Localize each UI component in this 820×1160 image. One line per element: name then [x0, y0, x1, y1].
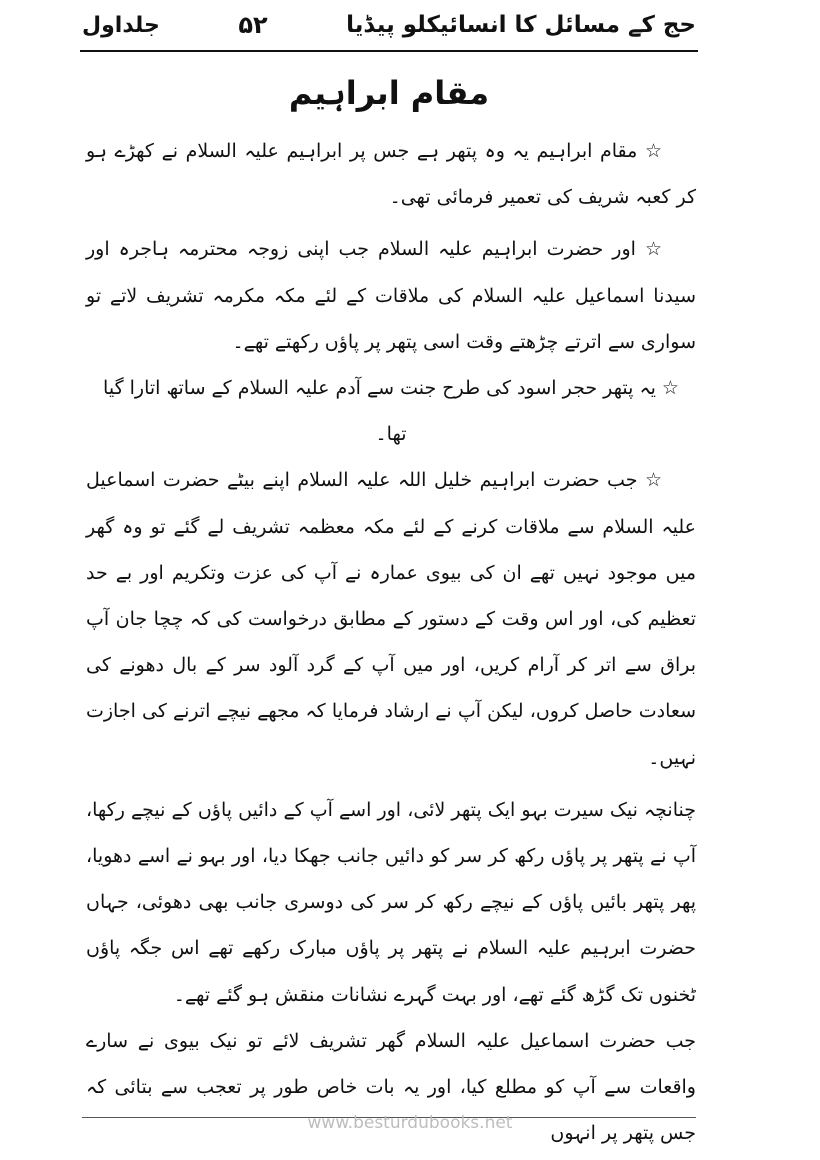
- paragraph: ☆ مقام ابراہیم یہ وہ پتھر ہے جس پر ابراہیم علیہ السلام نے کھڑے ہو کر کعبہ شریف کی تعمیر فرمائی تھی۔: [86, 140, 696, 209]
- page-number: ۵۲: [238, 11, 268, 39]
- header-divider: [80, 50, 698, 52]
- paragraph: جب حضرت اسماعیل علیہ السلام گھر تشریف لائے تو نیک بیوی نے سارے واقعات سے آپ کو مطلع کیا، اور یہ بات خاص طور پر تعجب سے بتائی کہ جس پتھر پر انہوں: [86, 1029, 696, 1145]
- paragraph: ☆ اور حضرت ابراہیم علیہ السلام جب اپنی زوجہ محترمہ ہاجرہ اور سیدنا اسماعیل علیہ السلام کی ملاقات کے لئے مکہ مکرمہ تشریف لاتے تو سواری سے اترتے چڑھتے وقت اسی پتھر پر پاؤں رکھتے تھے۔: [86, 238, 696, 353]
- paragraph: ☆ یہ پتھر حجر اسود کی طرح جنت سے آدم علیہ السلام کے ساتھ اتارا گیا تھا۔: [103, 377, 679, 446]
- watermark: www.besturdubooks.net: [307, 1113, 513, 1133]
- section-title: مقام ابراہیم: [288, 74, 490, 112]
- page-header: [82, 2, 696, 48]
- body-text: [86, 128, 696, 1156]
- volume-label: جلداول: [82, 12, 160, 38]
- book-title: حج کے مسائل کا انسائیکلو پیڈیا: [346, 12, 696, 38]
- paragraph: ☆ جب حضرت ابراہیم خلیل اللہ علیہ السلام اپنے بیٹے حضرت اسماعیل علیہ السلام سے ملاقات کرنے کے لئے مکہ معظمہ تشریف لے گئے تو وہ گھر میں موجود نہیں تھے ان کی بیوی عمارہ نے آپ کی عزت وتکریم اور بے حد تعظیم کی، اور اس وقت کے دستور کے مطابق درخواست کی کہ چچا جان آپ براق سے اتر کر آرام کریں، اور میں آپ کے گرد آلود سر کے بال دھونے کی سعادت حاصل کروں، لیکن آپ نے ارشاد فرمایا کہ مجھے نیچے اترنے کی اجازت نہیں۔: [86, 469, 696, 769]
- paragraph: چنانچہ نیک سیرت بہو ایک پتھر لائی، اور اسے آپ کے دائیں پاؤں کے نیچے رکھا، آپ نے پتھر پر پاؤں رکھ کر سر کو دائیں جانب جھکا دیا، اور بہو نے اسے دھویا، پھر پتھر بائیں پاؤں کے نیچے رکھ کر سر کی دوسری جانب بھی دھوئی، جہاں حضرت ابرہیم علیہ السلام نے پتھر پر پاؤں مبارک رکھے تھے اس جگہ پاؤں ٹخنوں تک گڑھ گئے تھے، اور بہت گہرے نشانات منقش ہو گئے تھے۔: [86, 798, 696, 1006]
